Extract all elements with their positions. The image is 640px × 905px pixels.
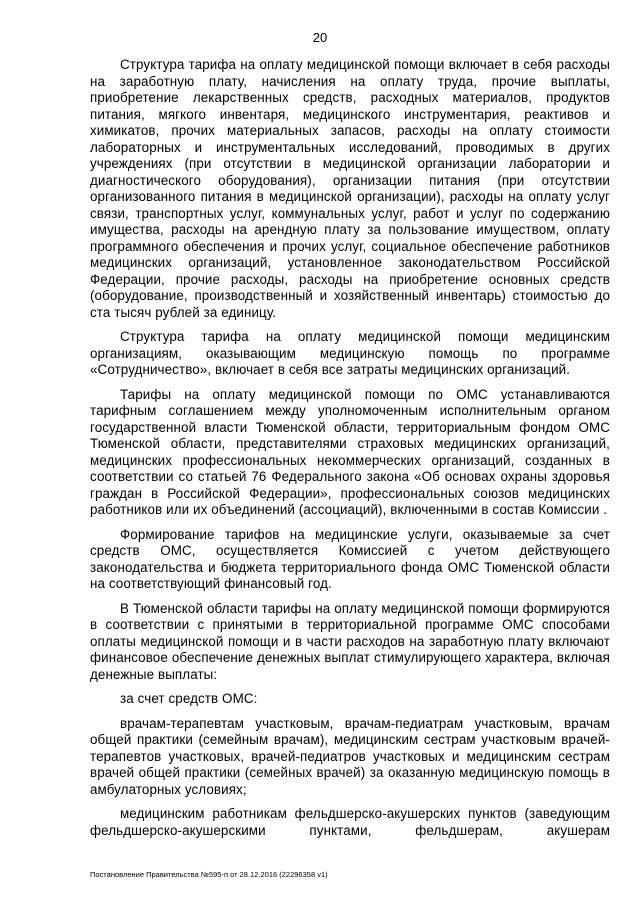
- paragraph-cooperation-program: Структура тарифа на оплату медицинской помощи медицинским организациям, оказывающим медицинскую помощь по программе «Сотрудничество», включает в себя все затраты медицинских организаций.: [90, 329, 610, 377]
- paragraph-medical-workers: медицинским работникам фельдшерско-акушерских пунктов (заведующим фельдшерско-акушерскими пунктами, фельдшерам, акушерам: [90, 806, 610, 838]
- document-footer: Постановление Правительства №595-п от 28.12.2016 (22296358 v1): [90, 870, 328, 879]
- paragraph-physicians-payments: врачам-терапевтам участковым, врачам-педиатрам участковым, врачам общей практики (семейным врачам), медицинским сестрам участковым врачей-терапевтов участковых, врачей-педиатров участковых и медицинским сестрам врачей общей практики (семейных врачей) за оказанную медицинскую помощь в амбулаторных условиях;: [90, 715, 610, 797]
- paragraph-tariff-structure: Структура тарифа на оплату медицинской помощи включает в себя расходы на заработную плату, начисления на оплату труда, прочие выплаты, приобретение лекарственных средств, расходных материалов, продуктов питания, мягкого инвентаря, медицинского инструментария, реактивов и химикатов, прочих материальных запасов, расходы на оплату стоимости лабораторных и инструментальных исследований, проводимых в других учреждениях (при отсутствии в медицинской организации лаборатории и диагностического оборудования), организации питания (при отсутствии организованного питания в медицинской организации), расходы на оплату услуг связи, транспортных услуг, коммунальных услуг, работ и услуг по содержанию имущества, расходы на арендную плату за пользование имуществом, оплату программного обеспечения и прочих услуг, социальное обеспечение работников медицинских организаций, установленное законодательством Российской Федерации, прочие расходы, расходы на приобретение основных средств (оборудование, производственный и хозяйственный инвентарь) стоимостью до ста тысяч рублей за единицу.: [90, 57, 610, 320]
- page-number: 20: [312, 30, 328, 45]
- document-body: [90, 57, 610, 839]
- paragraph-tariff-agreement: Тарифы на оплату медицинской помощи по ОМС устанавливаются тарифным соглашением между уполномоченным исполнительным органом государственной власти Тюменской области, территориальным фондом ОМС Тюменской области, представителями страховых медицинских организаций, медицинских профессиональных некоммерческих организаций, созданных в соответствии со статьей 76 Федерального закона «Об основах охраны здоровья граждан в Российской Федерации», профессиональных союзов медицинских работников или их объединений (ассоциаций), включенными в состав Комиссии .: [90, 386, 610, 517]
- paragraph-oms-funds: за счет средств ОМС:: [120, 691, 258, 706]
- paragraph-tariff-formation: Формирование тарифов на медицинские услуги, оказываемые за счет средств ОМС, осуществляется Комиссией с учетом действующего законодательства и бюджета территориального фонда ОМС Тюменской области на соответствующий финансовый год.: [90, 526, 610, 591]
- paragraph-tyumen-tariffs: В Тюменской области тарифы на оплату медицинской помощи формируются в соответствии с принятыми в территориальной программе ОМС способами оплаты медицинской помощи и в части расходов на заработную плату включают финансовое обеспечение денежных выплат стимулирующего характера, включая денежные выплаты:: [90, 600, 610, 682]
